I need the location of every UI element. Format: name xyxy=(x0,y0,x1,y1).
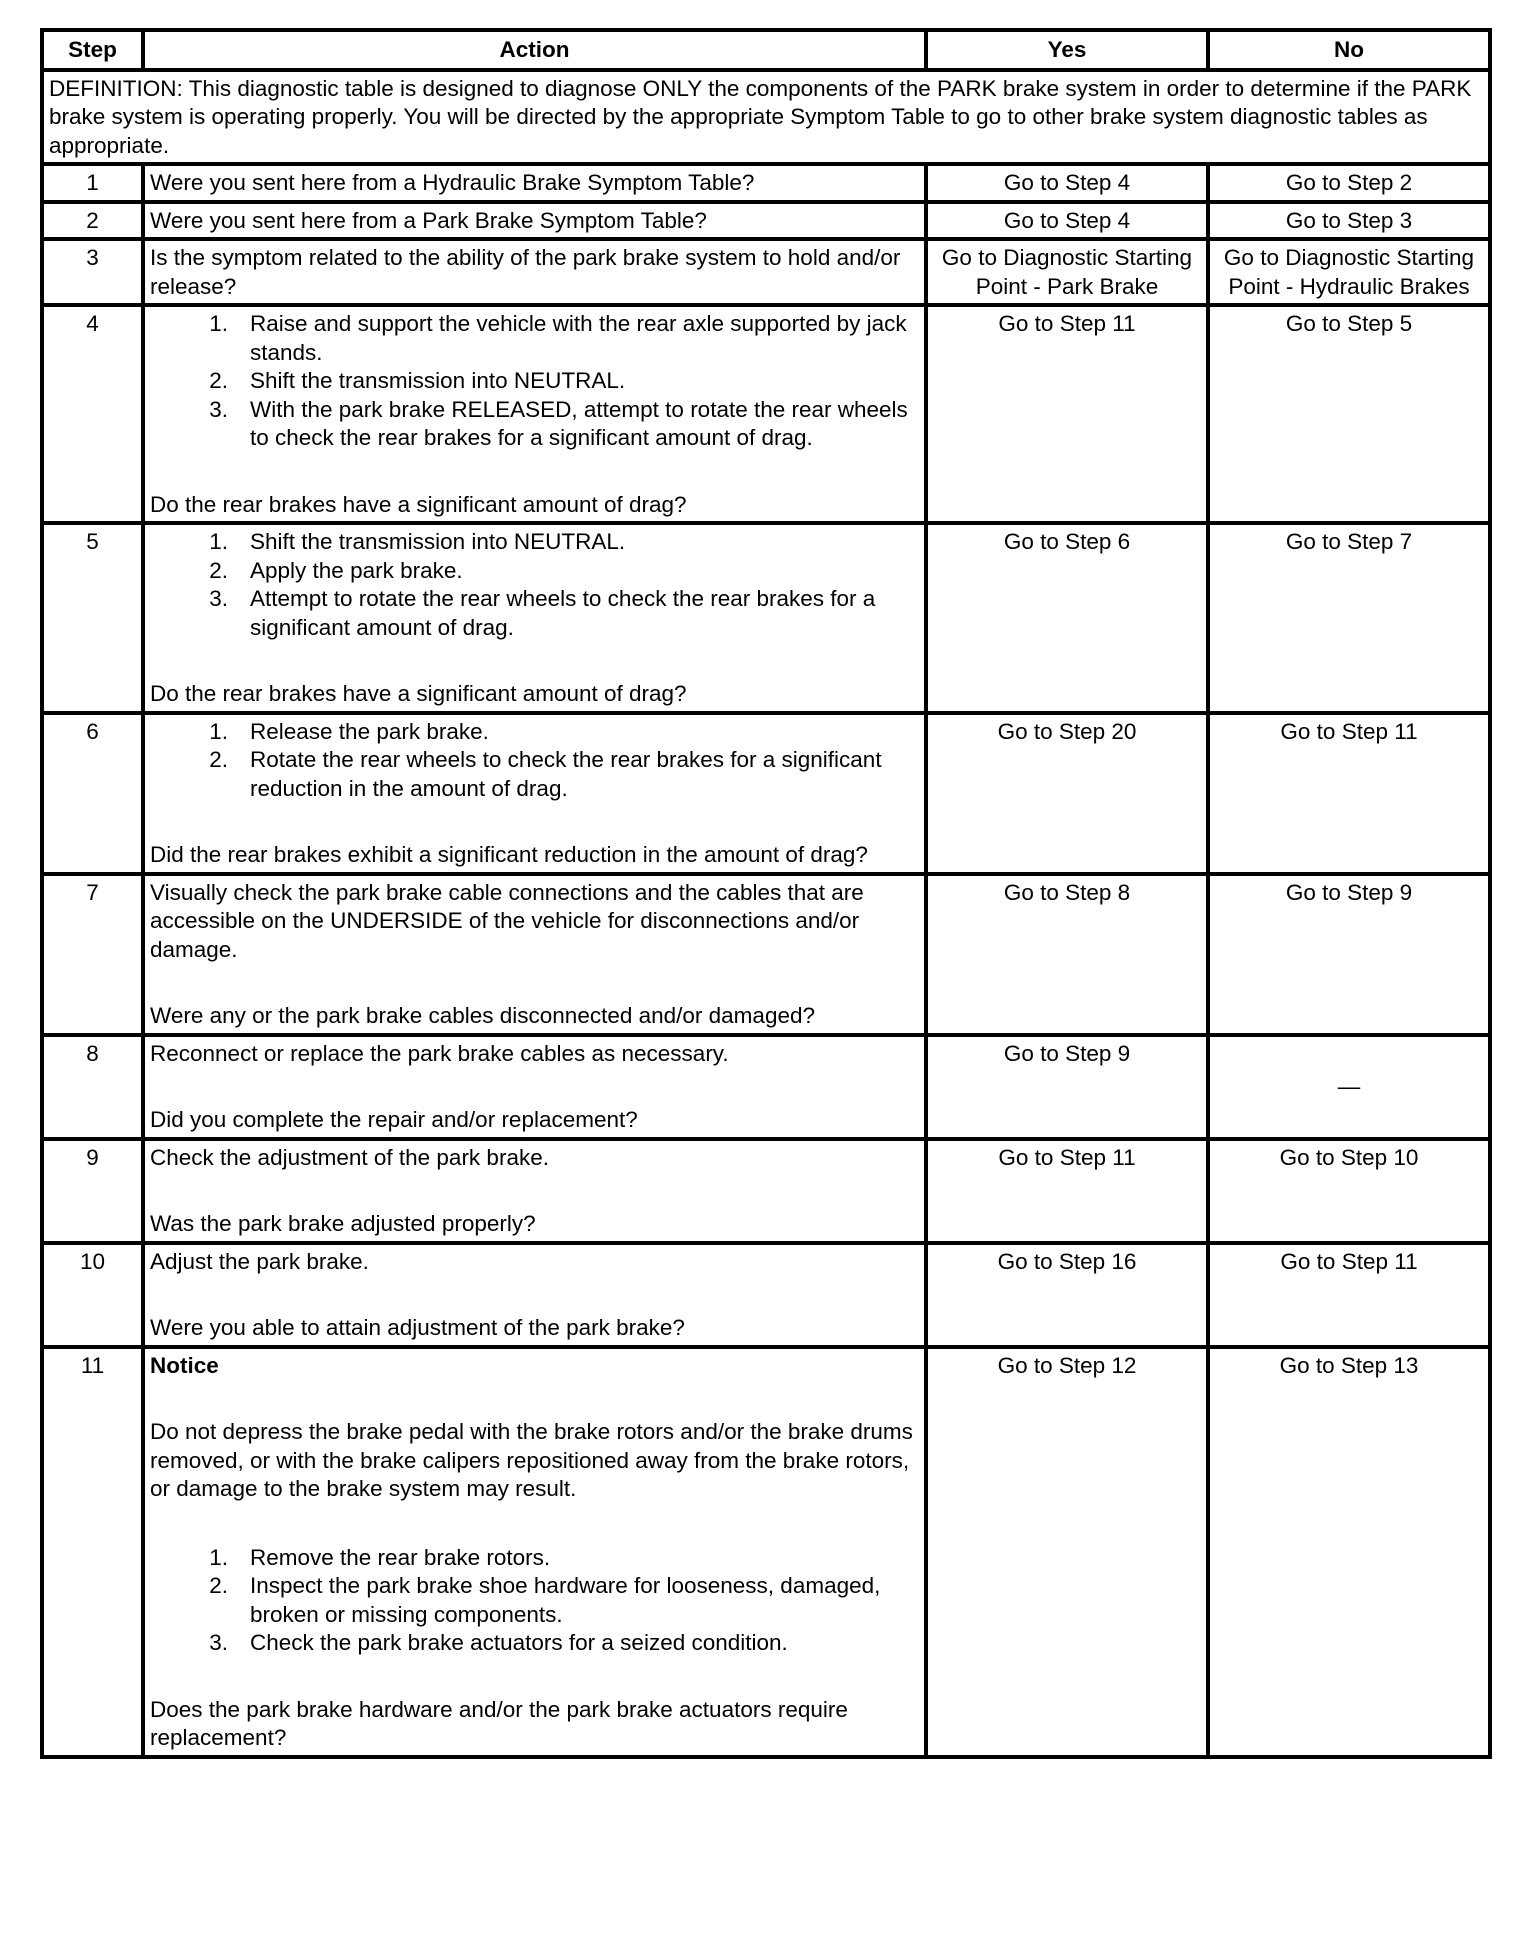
action-instruction: Visually check the park brake cable connections and the cables that are accessible on the UNDERSIDE of the vehicle for disconnections and/or damage. xyxy=(150,879,864,962)
list-item: 3. Attempt to rotate the rear wheels to check the rear brakes for a significant amount of drag. xyxy=(209,586,876,640)
action-question: Were you sent here from a Hydraulic Brake Symptom Table? xyxy=(143,164,926,202)
action-cell xyxy=(143,713,926,874)
table-row xyxy=(42,523,1490,713)
step-number: 10 xyxy=(42,1243,143,1347)
step-number: 2 xyxy=(42,202,143,240)
action-cell xyxy=(143,1139,926,1243)
yes-result: Go to Step 11 xyxy=(926,305,1208,523)
list-item: 1. Remove the rear brake rotors. xyxy=(209,1544,551,1570)
yes-result: Go to Step 12 xyxy=(926,1347,1208,1757)
yes-result: Go to Step 6 xyxy=(926,523,1208,713)
step-number: 6 xyxy=(42,713,143,874)
action-cell xyxy=(143,1035,926,1139)
action-cell xyxy=(143,1347,926,1757)
yes-result: Go to Step 16 xyxy=(926,1243,1208,1347)
procedure-list xyxy=(150,1544,919,1658)
list-item: 3. Check the park brake actuators for a seized condition. xyxy=(209,1630,788,1655)
action-question: Does the park brake hardware and/or the park brake actuators require replacement? xyxy=(150,1696,848,1750)
table-row xyxy=(42,713,1490,874)
definition-row xyxy=(42,70,1490,165)
table-row xyxy=(42,1347,1490,1757)
list-item: 1. Shift the transmission into NEUTRAL. xyxy=(209,529,626,554)
yes-result: Go to Step 4 xyxy=(926,202,1208,240)
table-row xyxy=(42,1035,1490,1139)
action-question: Do the rear brakes have a significant amount of drag? xyxy=(150,491,687,517)
yes-result: Go to Diagnostic Starting Point - Park Brake xyxy=(926,239,1208,305)
header-action: Action xyxy=(143,30,926,70)
step-number: 11 xyxy=(42,1347,143,1757)
header-yes: Yes xyxy=(926,30,1208,70)
action-question: Did the rear brakes exhibit a significant reduction in the amount of drag? xyxy=(150,842,868,867)
table-row xyxy=(42,1139,1490,1243)
list-item: 1. Release the park brake. xyxy=(209,718,489,744)
step-number: 8 xyxy=(42,1035,143,1139)
action-instruction: Adjust the park brake. xyxy=(150,1248,369,1274)
no-result: Go to Diagnostic Starting Point - Hydraulic Brakes xyxy=(1208,239,1490,305)
step-number: 7 xyxy=(42,874,143,1035)
table-row xyxy=(42,164,1490,202)
action-question: Did you complete the repair and/or replacement? xyxy=(150,1107,638,1132)
action-cell xyxy=(143,305,926,523)
yes-result: Go to Step 20 xyxy=(926,713,1208,874)
no-result: Go to Step 11 xyxy=(1208,713,1490,874)
list-item: 2. Apply the park brake. xyxy=(209,557,463,583)
no-result: — xyxy=(1208,1035,1490,1139)
action-question: Were any or the park brake cables disconnected and/or damaged? xyxy=(150,1003,815,1028)
action-cell xyxy=(143,1243,926,1347)
step-number: 3 xyxy=(42,239,143,305)
table-row xyxy=(42,874,1490,1035)
table-row xyxy=(42,202,1490,240)
list-item: 1. Raise and support the vehicle with the rear axle supported by jack stands. xyxy=(209,311,907,365)
procedure-list xyxy=(150,528,919,642)
action-cell xyxy=(143,523,926,713)
action-cell xyxy=(143,874,926,1035)
diagnostic-table xyxy=(40,28,1492,1759)
notice-text: Do not depress the brake pedal with the brake rotors and/or the brake drums removed, or with the brake calipers repositioned away from the brake rotors, or damage to the brake system may result. xyxy=(150,1419,913,1501)
no-result: Go to Step 9 xyxy=(1208,874,1490,1035)
procedure-list xyxy=(150,310,919,453)
step-number: 9 xyxy=(42,1139,143,1243)
table-row xyxy=(42,305,1490,523)
definition-text: DEFINITION: This diagnostic table is designed to diagnose ONLY the components of the PARK brake system in order to determine if the PARK brake system is operating properly. You will be directed by the appropriate Symptom Table to go to other brake system diagnostic tables as appropriate. xyxy=(42,70,1490,165)
list-item: 2. Inspect the park brake shoe hardware for looseness, damaged, broken or missing components. xyxy=(209,1573,881,1627)
yes-result: Go to Step 9 xyxy=(926,1035,1208,1139)
action-instruction: Check the adjustment of the park brake. xyxy=(150,1144,549,1170)
list-item: 2. Shift the transmission into NEUTRAL. xyxy=(209,368,626,393)
step-number: 4 xyxy=(42,305,143,523)
step-number: 5 xyxy=(42,523,143,713)
action-question: Is the symptom related to the ability of the park brake system to hold and/or release? xyxy=(143,239,926,305)
yes-result: Go to Step 8 xyxy=(926,874,1208,1035)
action-question: Were you able to attain adjustment of the park brake? xyxy=(150,1315,685,1340)
step-number: 1 xyxy=(42,164,143,202)
notice-title: Notice xyxy=(150,1352,219,1378)
yes-result: Go to Step 11 xyxy=(926,1139,1208,1243)
header-no: No xyxy=(1208,30,1490,70)
yes-result: Go to Step 4 xyxy=(926,164,1208,202)
action-instruction: Reconnect or replace the park brake cables as necessary. xyxy=(150,1040,729,1066)
no-result: Go to Step 10 xyxy=(1208,1139,1490,1243)
no-result: Go to Step 5 xyxy=(1208,305,1490,523)
no-result: Go to Step 3 xyxy=(1208,202,1490,240)
action-question: Do the rear brakes have a significant amount of drag? xyxy=(150,681,687,706)
no-result: Go to Step 11 xyxy=(1208,1243,1490,1347)
list-item: 2. Rotate the rear wheels to check the rear brakes for a significant reduction in the amount of drag. xyxy=(209,747,882,801)
action-question: Were you sent here from a Park Brake Symptom Table? xyxy=(143,202,926,240)
header-step: Step xyxy=(42,30,143,70)
procedure-list xyxy=(150,718,919,804)
action-question: Was the park brake adjusted properly? xyxy=(150,1211,536,1236)
no-result: Go to Step 2 xyxy=(1208,164,1490,202)
list-item: 3. With the park brake RELEASED, attempt to rotate the rear wheels to check the rear brakes for a significant amount of drag. xyxy=(209,396,908,450)
table-row xyxy=(42,239,1490,305)
no-result: Go to Step 7 xyxy=(1208,523,1490,713)
table-row xyxy=(42,1243,1490,1347)
header-row xyxy=(42,30,1490,70)
no-result: Go to Step 13 xyxy=(1208,1347,1490,1757)
